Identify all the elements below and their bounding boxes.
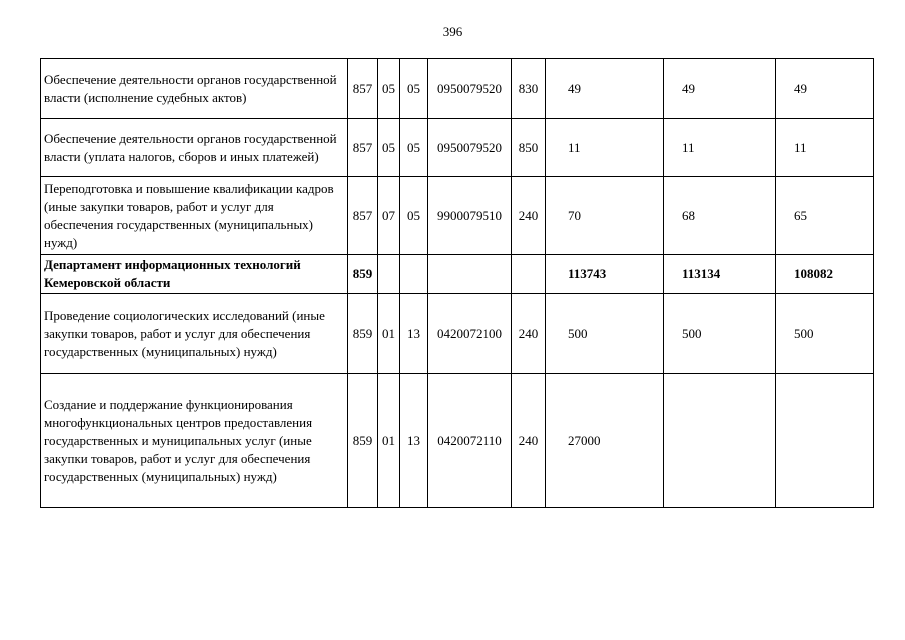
table-row — [41, 255, 874, 294]
target-article-cell: 9900079510 — [428, 177, 512, 255]
subsection-code-cell: 05 — [400, 119, 428, 177]
section-code-cell: 01 — [378, 294, 400, 374]
page-number: 396 — [442, 24, 463, 39]
item-name-cell: Проведение социологических исследований (иные закупки товаров, работ и услуг для обеспечения государственных (муниципальных) нужд) — [41, 294, 348, 374]
amount-year1-cell: 27000 — [546, 374, 664, 508]
subsection-code-cell: 13 — [400, 374, 428, 508]
grbs-code-cell: 859 — [348, 374, 378, 508]
target-article-cell: 0950079520 — [428, 59, 512, 119]
table-row — [41, 177, 874, 255]
subsection-code-cell: 05 — [400, 59, 428, 119]
expense-type-cell: 850 — [512, 119, 546, 177]
expense-type-cell: 240 — [512, 177, 546, 255]
amount-year1-cell: 49 — [546, 59, 664, 119]
target-article-cell: 0950079520 — [428, 119, 512, 177]
amount-year1-cell: 70 — [546, 177, 664, 255]
expense-type-cell — [512, 255, 546, 294]
section-code-cell: 01 — [378, 374, 400, 508]
amount-year2-cell: 113134 — [664, 255, 776, 294]
table-row — [41, 119, 874, 177]
amount-year2-cell: 11 — [664, 119, 776, 177]
expense-type-cell: 240 — [512, 294, 546, 374]
subsection-code-cell: 13 — [400, 294, 428, 374]
section-code-cell: 05 — [378, 119, 400, 177]
amount-year2-cell: 68 — [664, 177, 776, 255]
table-row — [41, 374, 874, 508]
amount-year3-cell: 65 — [776, 177, 874, 255]
section-code-cell — [378, 255, 400, 294]
amount-year2-cell: 500 — [664, 294, 776, 374]
budget-table — [40, 58, 874, 508]
subsection-code-cell — [400, 255, 428, 294]
table-row — [41, 59, 874, 119]
grbs-code-cell: 857 — [348, 177, 378, 255]
amount-year3-cell: 500 — [776, 294, 874, 374]
target-article-cell: 0420072110 — [428, 374, 512, 508]
item-name-cell: Переподготовка и повышение квалификации кадров (иные закупки товаров, работ и услуг для обеспечения государственных (муниципальных) нужд) — [41, 177, 348, 255]
table-row — [41, 294, 874, 374]
amount-year3-cell: 108082 — [776, 255, 874, 294]
grbs-code-cell: 859 — [348, 294, 378, 374]
amount-year1-cell: 113743 — [546, 255, 664, 294]
amount-year2-cell: 49 — [664, 59, 776, 119]
target-article-cell: 0420072100 — [428, 294, 512, 374]
section-code-cell: 05 — [378, 59, 400, 119]
target-article-cell — [428, 255, 512, 294]
amount-year1-cell: 500 — [546, 294, 664, 374]
amount-year3-cell: 11 — [776, 119, 874, 177]
amount-year2-cell — [664, 374, 776, 508]
item-name-cell: Обеспечение деятельности органов государственной власти (исполнение судебных актов) — [41, 59, 348, 119]
amount-year3-cell: 49 — [776, 59, 874, 119]
table-body — [41, 59, 874, 508]
amount-year1-cell: 11 — [546, 119, 664, 177]
item-name-cell: Создание и поддержание функционирования многофункциональных центров предоставления государственных и муниципальных услуг (иные закупки товаров, работ и услуг для обеспечения государственных (муниципальных) нужд) — [41, 374, 348, 508]
grbs-code-cell: 857 — [348, 119, 378, 177]
grbs-code-cell: 859 — [348, 255, 378, 294]
section-code-cell: 07 — [378, 177, 400, 255]
amount-year3-cell — [776, 374, 874, 508]
grbs-code-cell: 857 — [348, 59, 378, 119]
expense-type-cell: 830 — [512, 59, 546, 119]
item-name-cell: Департамент информационных технологий Кемеровской области — [41, 255, 348, 294]
expense-type-cell: 240 — [512, 374, 546, 508]
subsection-code-cell: 05 — [400, 177, 428, 255]
item-name-cell: Обеспечение деятельности органов государственной власти (уплата налогов, сборов и иных платежей) — [41, 119, 348, 177]
